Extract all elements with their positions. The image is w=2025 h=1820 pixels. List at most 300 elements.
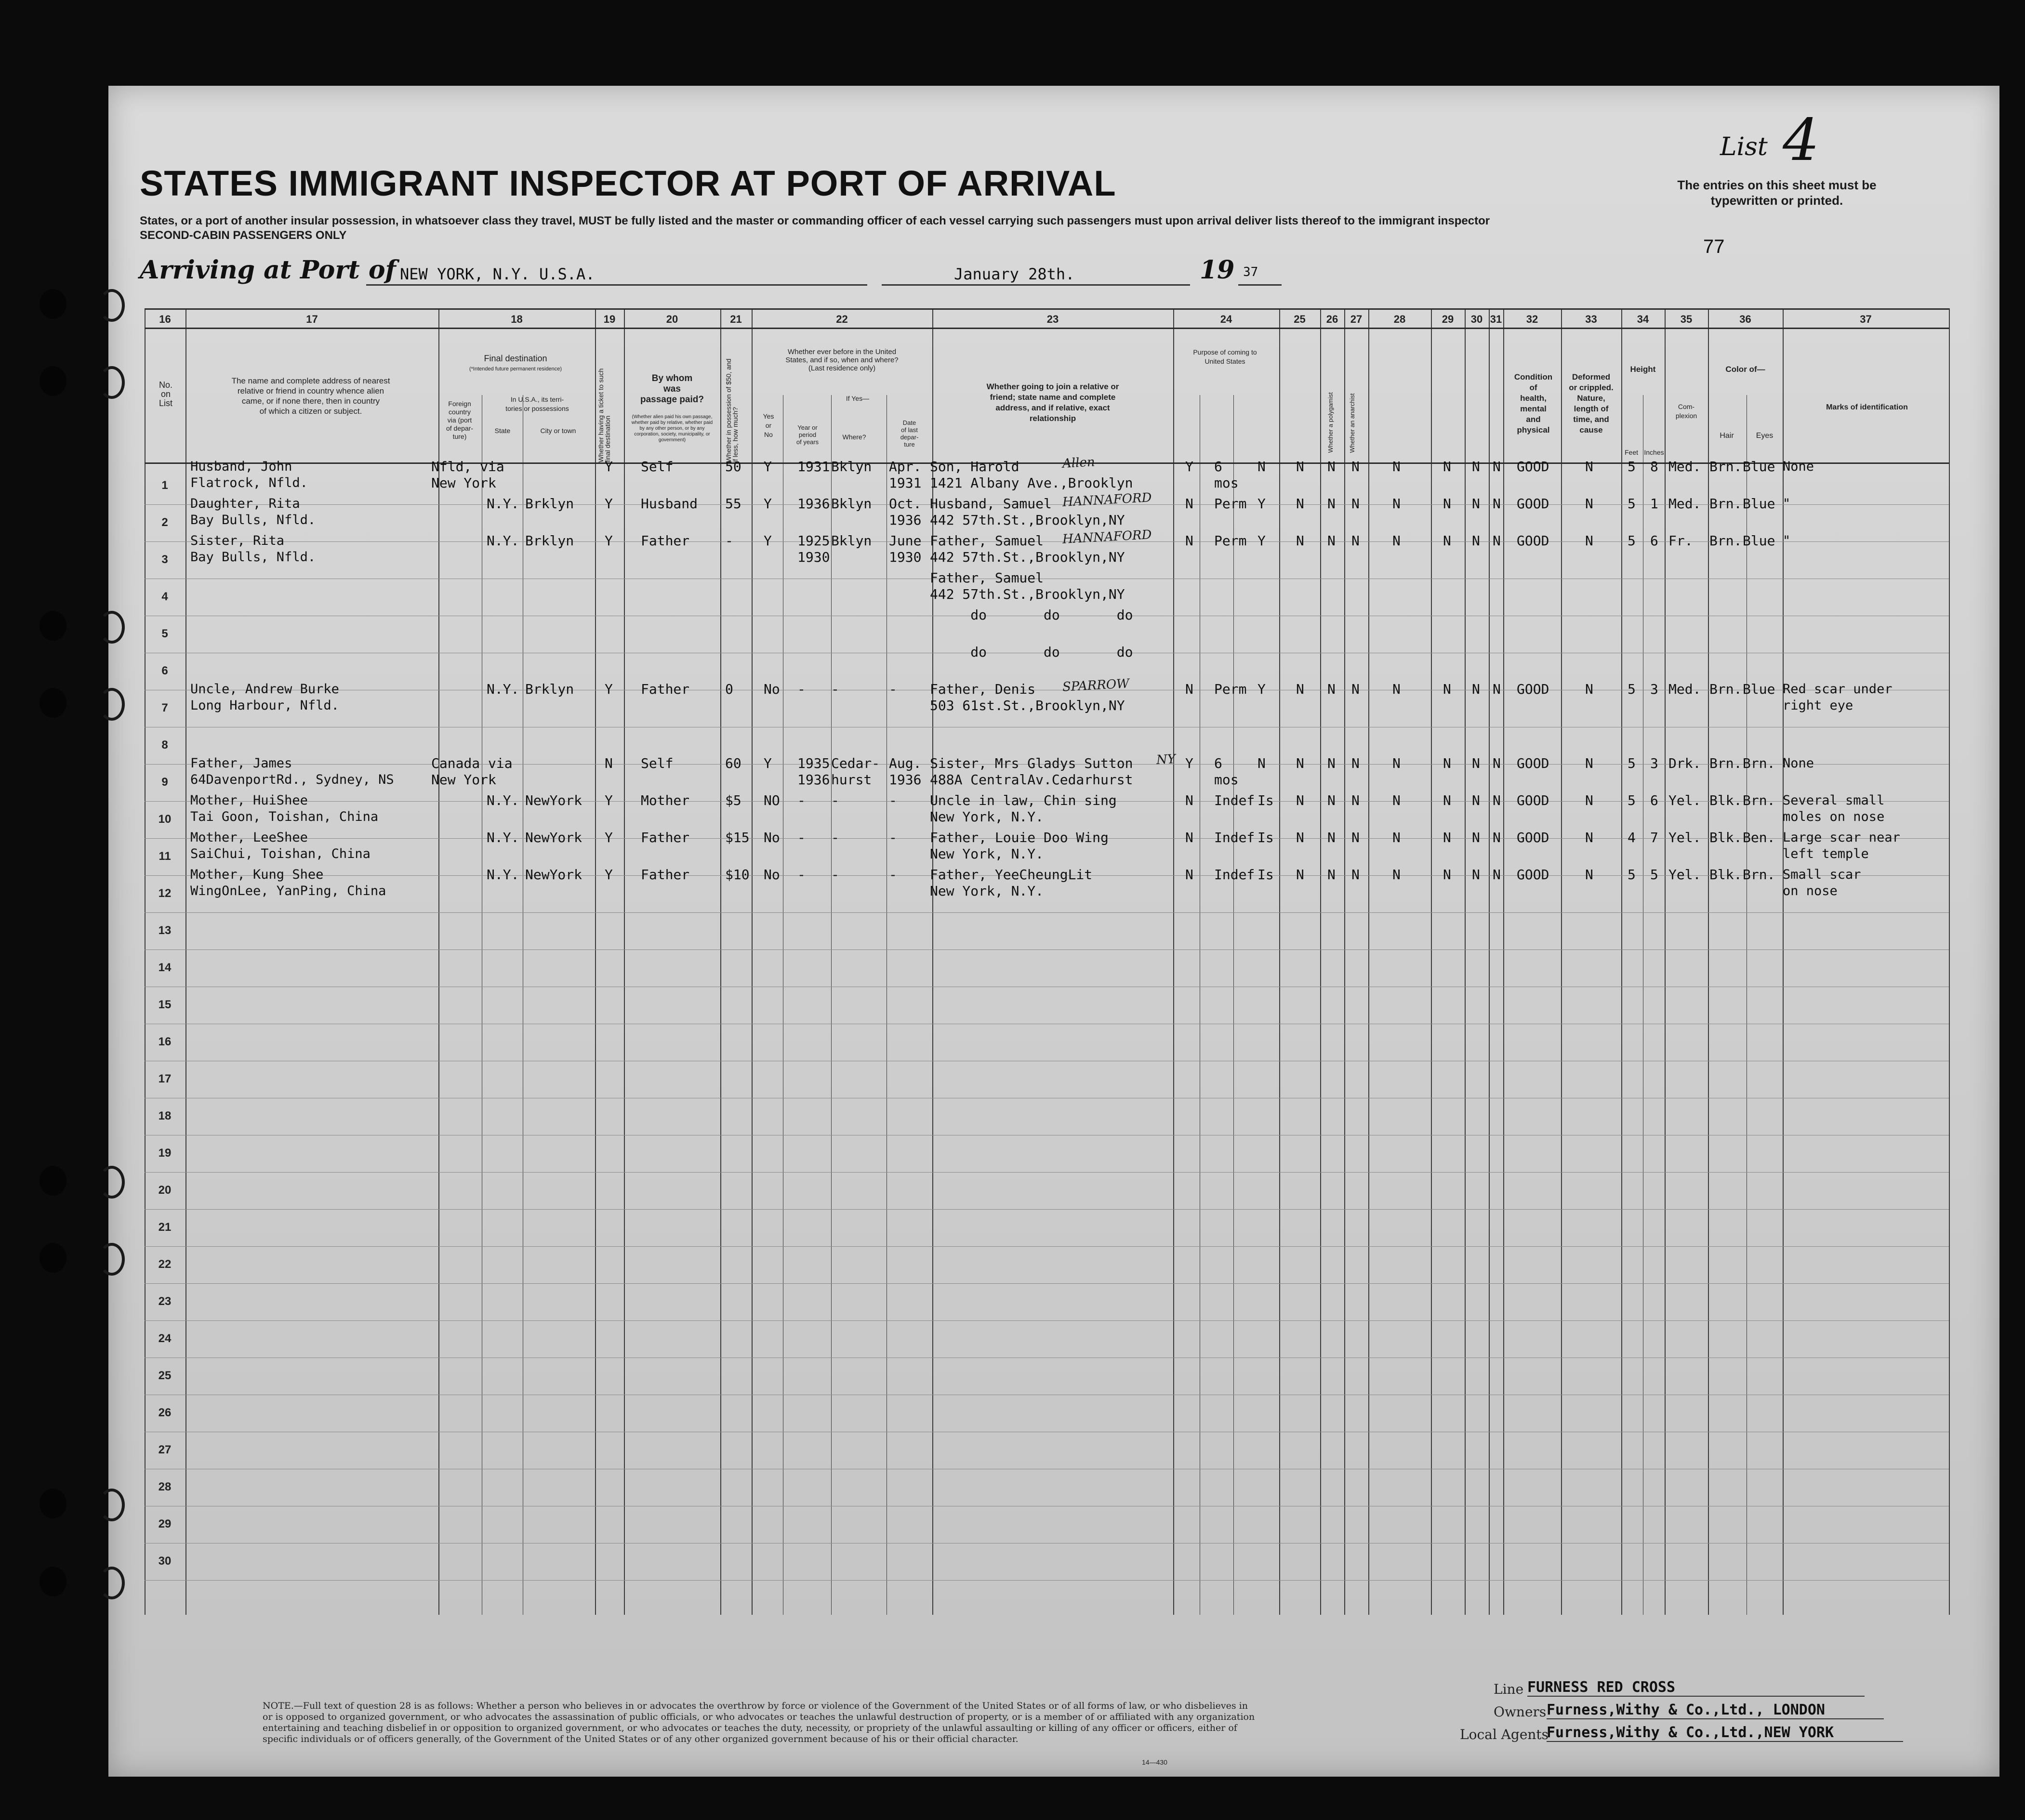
column-number: 21: [730, 313, 742, 325]
q26-cell: N: [1327, 496, 1336, 512]
q29-cell: N: [1443, 496, 1451, 512]
sheet-number: 77: [1703, 236, 1725, 257]
q31-cell: N: [1493, 830, 1501, 845]
handwritten-annotation: HANNAFORD: [1062, 490, 1152, 510]
row-number: 27: [158, 1443, 172, 1456]
header-yes-no: Yes or No: [763, 412, 774, 438]
complexion-cell: Med.: [1668, 496, 1701, 512]
purpose-cell: N: [1185, 533, 1193, 549]
row-number: 4: [161, 590, 168, 603]
handwritten-annotation: Allen: [1062, 455, 1096, 471]
relative-cell: Mother, HuiShee Tai Goon, Toishan, China: [190, 793, 379, 824]
years-cell: -: [797, 792, 806, 808]
date-value: January 28th.: [954, 265, 1075, 283]
before-cell: NO: [764, 792, 780, 808]
header-date-departure: Date of last depar- ture: [900, 419, 919, 448]
ticket-cell: Y: [605, 533, 613, 549]
feet-cell: 5: [1628, 459, 1636, 475]
column-number: 24: [1220, 313, 1232, 325]
header-instructions: States, or a port of another insular possession, in whatsoever class they travel, MUST be fully listed and the master or commanding officer of each vessel carrying such passengers must upon arrival deliver lists thereof to the immigrant inspector: [140, 214, 1490, 227]
q26-cell: N: [1327, 459, 1336, 475]
column-number: 32: [1526, 313, 1538, 325]
row-number: 12: [158, 887, 172, 900]
q31-cell: N: [1493, 459, 1501, 475]
header-year-period: Year or period of years: [796, 424, 819, 446]
inches-cell: 3: [1650, 755, 1658, 771]
q26-cell: N: [1327, 792, 1336, 808]
years-cell: 1935 1936: [797, 755, 830, 788]
state-cell: N.Y.: [487, 792, 519, 808]
paid-cell: Self: [641, 755, 674, 771]
q28-cell: N: [1392, 681, 1401, 697]
q29-cell: N: [1443, 533, 1451, 549]
q25-cell: N: [1296, 533, 1304, 549]
q31-cell: N: [1493, 755, 1501, 771]
where-cell: Bklyn: [831, 496, 872, 512]
deformed-cell: N: [1585, 459, 1593, 475]
relative-cell: Mother, LeeShee SaiChui, Toishan, China: [190, 830, 371, 861]
state-cell: N.Y.: [487, 533, 519, 549]
where-cell: -: [831, 867, 839, 883]
stay-cell: Perm: [1214, 533, 1247, 549]
column-number: 35: [1680, 313, 1693, 325]
deformed-cell: N: [1585, 755, 1593, 771]
marks-cell: Red scar under right eye: [1783, 682, 1893, 713]
column-number: 36: [1739, 313, 1751, 325]
q25-cell: N: [1296, 830, 1304, 845]
complexion-cell: Yel.: [1668, 830, 1701, 845]
header-relative-abroad: The name and complete address of nearest relative or friend in country whence alien came, or if none there, then in country of which a citizen or subject.: [231, 376, 390, 416]
port-value: NEW YORK, N.Y. U.S.A.: [400, 265, 595, 283]
purpose-cell: N: [1185, 867, 1193, 883]
header-final-destination: [438, 354, 593, 374]
eyes-cell: Blue: [1743, 533, 1775, 549]
marks-cell: ": [1783, 496, 1791, 511]
complexion-cell: Med.: [1668, 681, 1701, 697]
q28-cell: N: [1392, 867, 1401, 883]
inches-cell: 7: [1650, 830, 1658, 845]
row-number: 25: [158, 1369, 172, 1382]
deformed-cell: N: [1585, 867, 1593, 883]
purpose-cell: N: [1185, 830, 1193, 845]
feet-cell: 5: [1628, 755, 1636, 771]
row-number: 9: [161, 776, 168, 789]
inches-cell: 5: [1650, 867, 1658, 883]
row-number: 17: [158, 1072, 172, 1085]
departure-cell: Aug. 1936: [889, 755, 922, 788]
departure-cell: June 1930: [889, 533, 922, 565]
row-number: 26: [158, 1406, 172, 1419]
header-city: City or town: [540, 427, 576, 435]
joining-cell: do do do: [930, 607, 1133, 623]
years-cell: -: [797, 830, 806, 845]
hair-cell: Blk.: [1709, 830, 1742, 845]
purpose-cell: Y: [1185, 459, 1193, 475]
state-cell: N.Y.: [487, 681, 519, 697]
q26-cell: N: [1327, 830, 1336, 845]
q27-cell: N: [1351, 830, 1360, 845]
inches-cell: 8: [1650, 459, 1658, 475]
health-cell: GOOD: [1517, 459, 1549, 475]
hair-cell: Brn.: [1709, 496, 1742, 512]
citizen-cell: Is: [1257, 830, 1274, 845]
hair-cell: Blk.: [1709, 792, 1742, 808]
row-rule: [145, 1580, 1949, 1581]
q25-cell: N: [1296, 496, 1304, 512]
ticket-cell: Y: [605, 459, 613, 475]
deformed-cell: N: [1585, 533, 1593, 549]
column-number: 33: [1585, 313, 1597, 325]
joining-cell: Sister, Mrs Gladys Sutton 488A CentralAv.Cedarhurst: [930, 755, 1133, 788]
q25-cell: N: [1296, 867, 1304, 883]
list-note: The entries on this sheet must be typewritten or printed.: [1677, 178, 1877, 208]
column-number: 27: [1350, 313, 1363, 325]
q30-cell: N: [1472, 459, 1480, 475]
money-cell: $10: [725, 867, 750, 883]
header-foreign-country: Foreign country via (port of depar- ture): [446, 400, 474, 440]
column-number: 18: [511, 313, 523, 325]
q28-cell: N: [1392, 830, 1401, 845]
header-deformed: Deformed or crippled. Nature, length of time, and cause: [1569, 372, 1614, 435]
year-field: [1238, 265, 1282, 286]
departure-cell: -: [889, 867, 897, 883]
marks-cell: None: [1783, 756, 1814, 771]
header-marks: Marks of identification: [1826, 403, 1908, 411]
binder-hole: [40, 1166, 66, 1196]
joining-cell: Father, Denis 503 61st.St.,Brooklyn,NY: [930, 681, 1125, 713]
column-number: 23: [1046, 313, 1059, 325]
inches-cell: 3: [1650, 681, 1658, 697]
stay-cell: Perm: [1214, 681, 1247, 697]
binder-hole: [40, 688, 66, 718]
binder-ring: [99, 1489, 125, 1521]
header-polygamist: Whether a polygamist: [1327, 392, 1334, 453]
q30-cell: N: [1472, 681, 1480, 697]
q28-cell: N: [1392, 496, 1401, 512]
joining-cell: Father, Samuel 442 57th.St.,Brooklyn,NY: [930, 570, 1125, 602]
column-number: 30: [1470, 313, 1483, 325]
stay-cell: Indef: [1214, 867, 1255, 883]
row-number: 14: [158, 961, 172, 974]
column-number: 28: [1393, 313, 1406, 325]
paid-cell: Husband: [641, 496, 698, 512]
complexion-cell: Yel.: [1668, 867, 1701, 883]
header-hair: Hair: [1720, 432, 1734, 440]
row-number: 28: [158, 1480, 172, 1493]
binder-ring: [99, 688, 125, 721]
state-cell: N.Y.: [487, 830, 519, 845]
ticket-cell: Y: [605, 681, 613, 697]
header-complexion: Com- plexion: [1675, 403, 1697, 420]
foreign-cell: Nfld, via New York: [431, 459, 504, 491]
relative-cell: Daughter, Rita Bay Bulls, Nfld.: [190, 496, 316, 528]
citizen-cell: Y: [1257, 681, 1266, 697]
date-field: [882, 265, 1190, 286]
q28-cell: N: [1392, 792, 1401, 808]
relative-cell: Uncle, Andrew Burke Long Harbour, Nfld.: [190, 682, 339, 713]
row-rule: [145, 1172, 1949, 1173]
owners-label: Owners: [1494, 1704, 1547, 1720]
where-cell: -: [831, 792, 839, 808]
header-purpose: Purpose of coming to United States: [1193, 348, 1257, 365]
deformed-cell: N: [1585, 830, 1593, 845]
hair-cell: Blk.: [1709, 867, 1742, 883]
city-cell: Brklyn: [525, 533, 574, 549]
marks-cell: Small scar on nose: [1783, 867, 1861, 898]
joining-cell: Father, Louie Doo Wing New York, N.Y.: [930, 830, 1109, 862]
row-rule: [145, 912, 1949, 913]
q30-cell: N: [1472, 755, 1480, 771]
q27-cell: N: [1351, 681, 1360, 697]
row-number: 22: [158, 1258, 172, 1271]
hair-cell: Brn.: [1709, 533, 1742, 549]
row-number: 23: [158, 1295, 172, 1308]
row-number: 21: [158, 1221, 172, 1234]
column-number: 25: [1294, 313, 1306, 325]
q27-cell: N: [1351, 533, 1360, 549]
binder-ring: [99, 1166, 125, 1199]
hair-cell: Brn.: [1709, 459, 1742, 475]
column-rule: [1949, 308, 1950, 1615]
header-passage-paid: By whom was passage paid?: [640, 373, 704, 405]
binder-hole: [40, 1567, 66, 1596]
port-field: [366, 265, 867, 286]
header-where: Where?: [842, 433, 866, 441]
eyes-cell: Brn.: [1743, 867, 1775, 883]
deformed-cell: N: [1585, 496, 1593, 512]
q28-cell: N: [1392, 533, 1401, 549]
header-passage-paid-sub: (Whether alien paid his own passage, whether paid by relative, whether paid by any other person, or by any corporation, society, municipality, or government): [631, 414, 713, 443]
where-cell: Cedar- hurst: [831, 755, 880, 788]
joining-cell: Son, Harold 1421 Albany Ave.,Brooklyn: [930, 459, 1133, 491]
hair-cell: Brn.: [1709, 755, 1742, 771]
state-cell: N.Y.: [487, 496, 519, 512]
deformed-cell: N: [1585, 792, 1593, 808]
row-number: 8: [161, 739, 168, 752]
row-number: 2: [161, 516, 168, 529]
ticket-cell: Y: [605, 867, 613, 883]
complexion-cell: Fr.: [1668, 533, 1693, 549]
paid-cell: Father: [641, 867, 690, 883]
q25-cell: N: [1296, 792, 1304, 808]
paid-cell: Self: [641, 459, 674, 475]
q26-cell: N: [1327, 533, 1336, 549]
foreign-cell: Canada via New York: [431, 755, 513, 788]
money-cell: $5: [725, 792, 741, 808]
row-rule: [145, 1246, 1949, 1247]
row-number: 19: [158, 1147, 172, 1160]
column-number: 16: [159, 313, 171, 325]
page-title: STATES IMMIGRANT INSPECTOR AT PORT OF ARRIVAL: [140, 163, 1116, 203]
handwritten-annotation: SPARROW: [1062, 676, 1130, 695]
stay-cell: 6 mos: [1214, 755, 1239, 788]
column-number: 37: [1860, 313, 1872, 325]
feet-cell: 5: [1628, 496, 1636, 512]
q28-cell: N: [1392, 459, 1401, 475]
header-class: SECOND-CABIN PASSENGERS ONLY: [140, 229, 347, 242]
column-number: 34: [1637, 313, 1649, 325]
city-cell: NewYork: [525, 830, 582, 845]
purpose-cell: N: [1185, 681, 1193, 697]
binder-hole: [40, 1243, 66, 1273]
column-number: 31: [1490, 313, 1502, 325]
citizen-cell: Is: [1257, 792, 1274, 808]
years-cell: -: [797, 867, 806, 883]
row-number: 6: [161, 664, 168, 677]
q25-cell: N: [1296, 755, 1304, 771]
eyes-cell: Brn.: [1743, 792, 1775, 808]
column-number: 26: [1326, 313, 1338, 325]
feet-cell: 5: [1628, 792, 1636, 808]
q26-cell: N: [1327, 681, 1336, 697]
row-number: 1: [161, 479, 168, 492]
row-number: 15: [158, 998, 172, 1011]
joining-cell: Husband, Samuel 442 57th.St.,Brooklyn,NY: [930, 496, 1125, 528]
city-cell: Brklyn: [525, 681, 574, 697]
money-cell: $15: [725, 830, 750, 845]
before-cell: No: [764, 867, 780, 883]
before-cell: Y: [764, 496, 772, 512]
column-number: 29: [1442, 313, 1454, 325]
binder-ring: [99, 611, 125, 644]
departure-cell: Oct. 1936: [889, 496, 922, 528]
q30-cell: N: [1472, 533, 1480, 549]
header-color-of: Color of—: [1725, 365, 1765, 374]
binder-ring: [99, 1567, 125, 1599]
feet-cell: 5: [1628, 867, 1636, 883]
list-number: 4: [1783, 107, 1820, 174]
inches-cell: 6: [1650, 792, 1658, 808]
marks-cell: ": [1783, 533, 1791, 548]
year-prefix: 19: [1200, 255, 1235, 285]
money-cell: 55: [725, 496, 741, 512]
feet-cell: 5: [1628, 681, 1636, 697]
state-cell: N.Y.: [487, 867, 519, 883]
agents-label: Local Agents: [1460, 1727, 1549, 1742]
q27-cell: N: [1351, 867, 1360, 883]
q29-cell: N: [1443, 681, 1451, 697]
binder-hole: [40, 289, 66, 319]
q27-cell: N: [1351, 496, 1360, 512]
complexion-cell: Yel.: [1668, 792, 1701, 808]
inches-cell: 6: [1650, 533, 1658, 549]
header-rule: [145, 328, 1949, 329]
row-number: 29: [158, 1517, 172, 1530]
header-health: Condition of health, mental and physical: [1514, 372, 1553, 435]
purpose-cell: Y: [1185, 755, 1193, 771]
q30-cell: N: [1472, 830, 1480, 845]
q29-cell: N: [1443, 792, 1451, 808]
marks-cell: None: [1783, 459, 1814, 474]
manifest-page: [108, 86, 1999, 1777]
binder-hole: [40, 611, 66, 641]
relative-cell: Father, James 64DavenportRd., Sydney, NS: [190, 756, 394, 787]
departure-cell: -: [889, 792, 897, 808]
header-if-yes: If Yes—: [846, 395, 870, 402]
binder-hole: [40, 366, 66, 396]
final-destination-sub: (*Intended future permanent residence): [469, 366, 562, 372]
ticket-cell: Y: [605, 830, 613, 845]
binder-ring: [99, 289, 125, 322]
row-number: 24: [158, 1332, 172, 1345]
health-cell: GOOD: [1517, 533, 1549, 549]
health-cell: GOOD: [1517, 867, 1549, 883]
header-feet: Feet: [1624, 448, 1638, 456]
ticket-cell: N: [605, 755, 613, 771]
before-cell: No: [764, 830, 780, 845]
joining-cell: Father, Samuel 442 57th.St.,Brooklyn,NY: [930, 533, 1125, 565]
years-cell: -: [797, 681, 806, 697]
binder-ring: [99, 366, 125, 399]
eyes-cell: Blue: [1743, 681, 1775, 697]
header-eyes: Eyes: [1756, 432, 1774, 440]
row-number: 7: [161, 701, 168, 714]
header-in-usa: In U.S.A., its terri- tories or possessions: [505, 396, 569, 412]
ticket-cell: Y: [605, 496, 613, 512]
agents-value: Furness,Withy & Co.,Ltd.,NEW YORK: [1547, 1724, 1903, 1742]
q25-cell: N: [1296, 459, 1304, 475]
city-cell: NewYork: [525, 792, 582, 808]
purpose-cell: N: [1185, 496, 1193, 512]
deformed-cell: N: [1585, 681, 1593, 697]
health-cell: GOOD: [1517, 496, 1549, 512]
handwritten-annotation: NY: [1156, 752, 1176, 768]
before-cell: Y: [764, 533, 772, 549]
q27-cell: N: [1351, 459, 1360, 475]
header-state: State: [494, 427, 511, 435]
q29-cell: N: [1443, 867, 1451, 883]
stay-cell: Indef: [1214, 830, 1255, 845]
feet-cell: 4: [1628, 830, 1636, 845]
citizen-cell: Is: [1257, 867, 1274, 883]
header-joining: Whether going to join a relative or friend; state name and complete address, and if relative, exact relationship: [986, 382, 1119, 423]
column-number: 19: [603, 313, 616, 325]
q26-cell: N: [1327, 867, 1336, 883]
city-cell: NewYork: [525, 867, 582, 883]
citizen-cell: N: [1257, 459, 1266, 475]
q29-cell: N: [1443, 830, 1451, 845]
row-number: 10: [158, 813, 172, 826]
header-money: Whether in possession of $50, and if less, how much?: [725, 358, 739, 462]
city-cell: Brklyn: [525, 496, 574, 512]
stay-cell: 6 mos: [1214, 459, 1239, 491]
years-cell: 1931: [797, 459, 830, 475]
q31-cell: N: [1493, 792, 1501, 808]
relative-cell: Husband, John Flatrock, Nfld.: [190, 459, 308, 490]
column-number: 22: [836, 313, 848, 325]
q31-cell: N: [1493, 533, 1501, 549]
departure-cell: -: [889, 830, 897, 845]
header-ticket: Whether having a ticket to such final destination: [597, 368, 611, 462]
eyes-cell: Ben.: [1743, 830, 1775, 845]
row-rule: [145, 1320, 1949, 1321]
money-cell: 60: [725, 755, 741, 771]
hair-cell: Brn.: [1709, 681, 1742, 697]
joining-cell: Father, YeeCheungLit New York, N.Y.: [930, 867, 1093, 899]
row-number: 20: [158, 1184, 172, 1197]
eyes-cell: Brn.: [1743, 755, 1775, 771]
row-number: 3: [161, 553, 168, 566]
row-rule: [145, 1209, 1949, 1210]
money-cell: -: [725, 533, 733, 549]
complexion-cell: Drk.: [1668, 755, 1701, 771]
row-number: 5: [161, 627, 168, 640]
departure-cell: Apr. 1931: [889, 459, 922, 491]
paid-cell: Father: [641, 681, 690, 697]
column-number: 20: [666, 313, 678, 325]
q31-cell: N: [1493, 867, 1501, 883]
relative-cell: Mother, Kung Shee WingOnLee, YanPing, China: [190, 867, 386, 898]
